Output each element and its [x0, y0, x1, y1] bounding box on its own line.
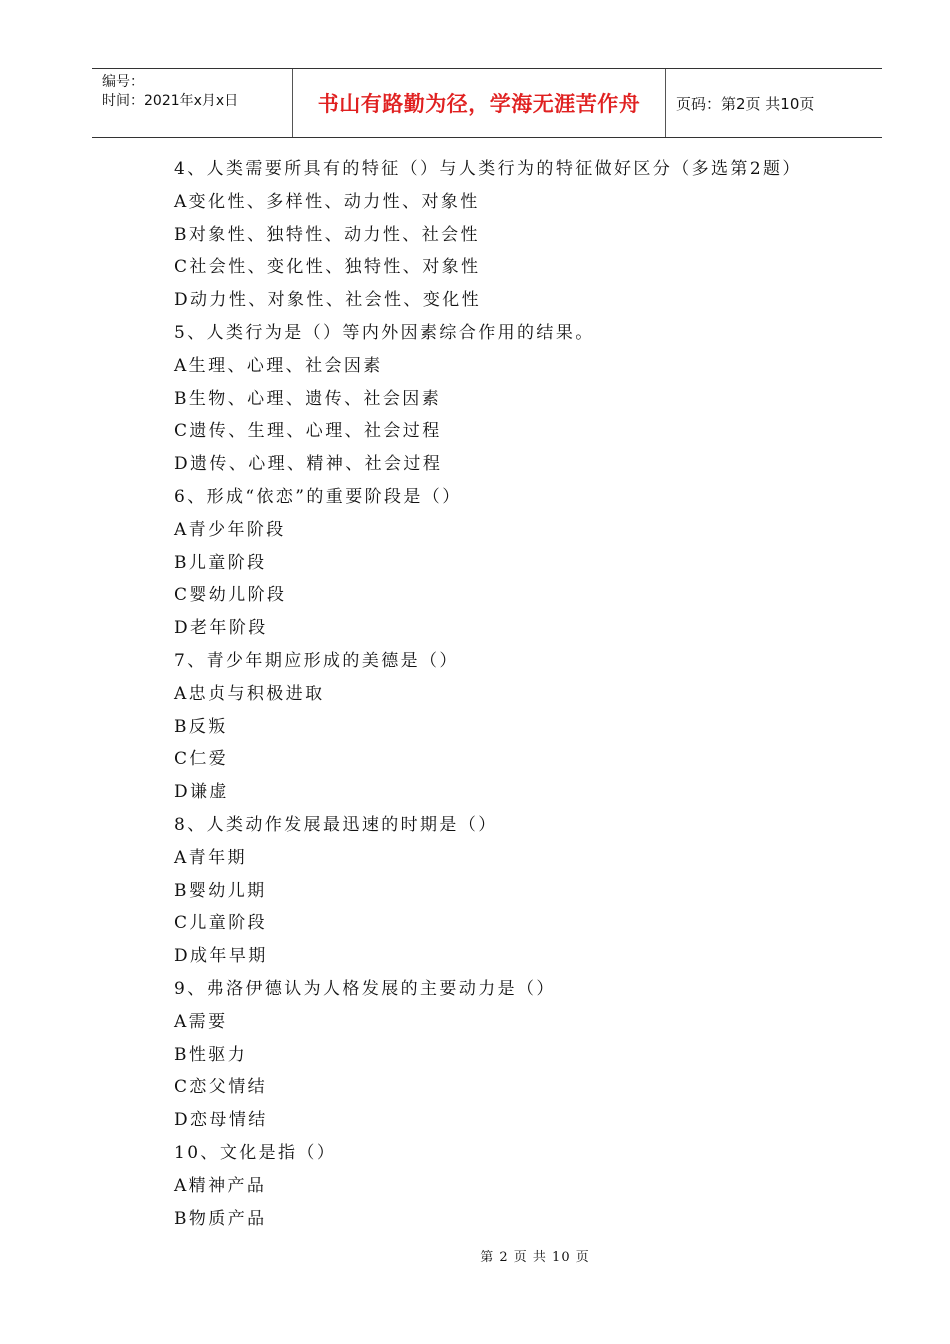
option-5c: C遗传、生理、心理、社会过程	[174, 421, 442, 442]
option-6a: A青少年阶段	[174, 519, 286, 540]
option-5b: B生物、心理、遗传、社会因素	[174, 388, 442, 409]
question-content	[174, 153, 874, 1235]
option-8d: D成年早期	[174, 946, 268, 967]
option-7a: A忠贞与积极进取	[174, 683, 325, 704]
question-10: 10、文化是指（）	[174, 1142, 337, 1163]
option-9c: C恋父情结	[174, 1077, 268, 1098]
question-8: 8、人类动作发展最迅速的时期是（）	[174, 814, 498, 835]
page-footer: 第 2 页 共 10 页	[480, 1250, 590, 1265]
question-7: 7、青少年期应形成的美德是（）	[174, 650, 459, 671]
page-info: 页码：第2页 共10页	[676, 94, 815, 113]
option-4a: A变化性、多样性、动力性、对象性	[174, 191, 480, 212]
time-label: 时间：2021年x月x日	[102, 93, 239, 109]
question-6: 6、形成“依恋”的重要阶段是（）	[174, 486, 462, 507]
page-header	[92, 68, 882, 138]
option-5a: A生理、心理、社会因素	[174, 355, 383, 376]
option-5d: D遗传、心理、精神、社会过程	[174, 454, 443, 475]
option-7b: B反叛	[174, 716, 228, 737]
option-9a: A需要	[174, 1011, 228, 1032]
option-4d: D动力性、对象性、社会性、变化性	[174, 290, 482, 311]
option-6d: D老年阶段	[174, 618, 268, 639]
option-6c: C婴幼儿阶段	[174, 585, 287, 606]
option-8a: A青年期	[174, 847, 247, 868]
option-9d: D恋母情结	[174, 1110, 268, 1131]
serial-label: 编号：	[102, 74, 144, 90]
option-8c: C儿童阶段	[174, 913, 268, 934]
option-7c: C仁爱	[174, 749, 229, 770]
question-5: 5、人类行为是（）等内外因素综合作用的结果。	[174, 322, 595, 343]
option-8b: B婴幼儿期	[174, 880, 267, 901]
option-6b: B儿童阶段	[174, 552, 267, 573]
option-10b: B物质产品	[174, 1208, 267, 1229]
option-7d: D谦虚	[174, 782, 229, 803]
header-meta	[92, 69, 293, 137]
option-9b: B性驱力	[174, 1044, 248, 1065]
option-4c: C社会性、变化性、独特性、对象性	[174, 257, 481, 278]
motto: 书山有路勤为径，学海无涯苦作舟	[317, 91, 641, 116]
header-motto-cell	[293, 69, 666, 137]
question-4: 4、人类需要所具有的特征（）与人类行为的特征做好区分（多选第2题）	[174, 159, 802, 179]
option-10a: A精神产品	[174, 1175, 267, 1196]
option-4b: B对象性、独特性、动力性、社会性	[174, 224, 480, 245]
question-9: 9、弗洛伊德认为人格发展的主要动力是（）	[174, 978, 556, 999]
